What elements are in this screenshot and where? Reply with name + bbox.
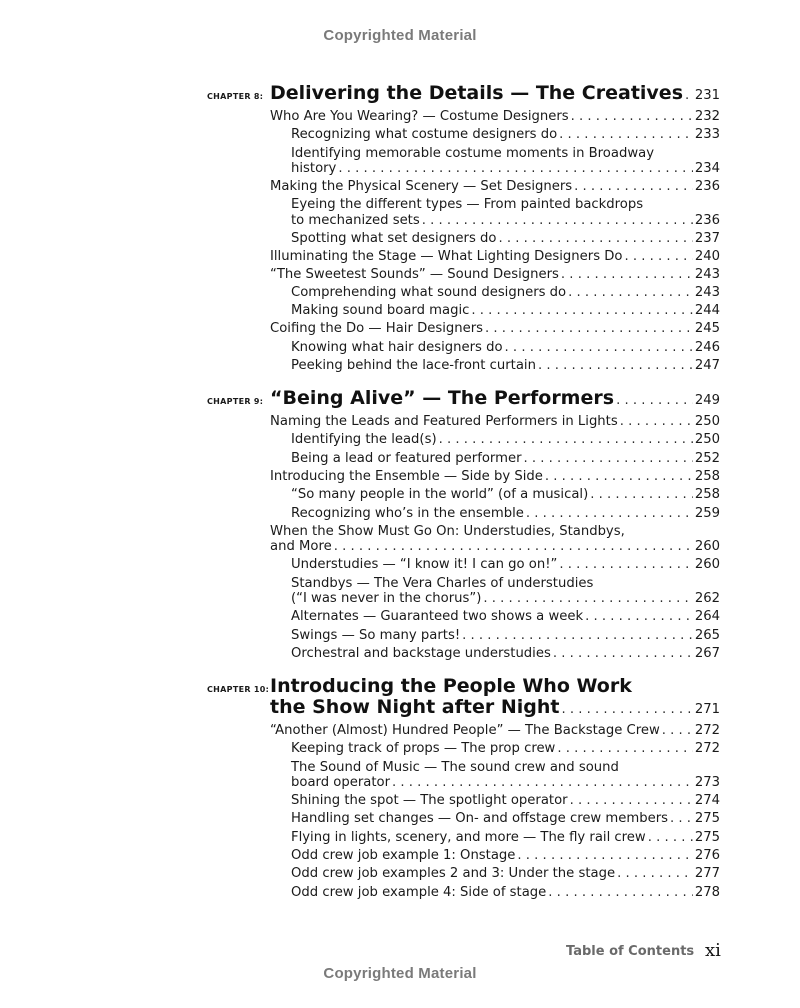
- entry-page: 243: [694, 267, 720, 282]
- toc-entry: [291, 486, 720, 504]
- entry-page: 273: [694, 775, 720, 790]
- toc-entry: [291, 829, 720, 847]
- chapter-9-title: “Being Alive” — The Performers: [270, 387, 615, 409]
- entry-page: 267: [694, 646, 720, 661]
- entry-page: 258: [694, 469, 720, 484]
- entry-page: 245: [694, 321, 720, 336]
- leader-dots: [439, 431, 693, 449]
- toc-entry: [270, 413, 720, 431]
- entry-title: Odd crew job examples 2 and 3: Under the stage: [291, 866, 616, 881]
- toc-entry: [291, 884, 720, 902]
- entry-page: 244: [694, 303, 720, 318]
- entry-page: 258: [694, 487, 720, 502]
- entry-title-cont: (“I was never in the chorus”): [291, 591, 482, 606]
- leader-dots: [561, 702, 692, 717]
- toc-entry: [291, 160, 720, 178]
- toc-entry: [291, 556, 720, 574]
- entry-page: 260: [694, 557, 720, 572]
- entry-title: Orchestral and backstage understudies: [291, 646, 551, 661]
- entry-title: Flying in lights, scenery, and more — The fly rail crew: [291, 830, 646, 845]
- leader-dots: [620, 413, 693, 431]
- chapter-9-heading: [270, 387, 720, 409]
- toc-entry: [291, 431, 720, 449]
- toc-entry: [291, 230, 720, 248]
- entry-page: 233: [694, 127, 720, 142]
- entry-title: Recognizing what costume designers do: [291, 127, 558, 142]
- entry-page: 243: [694, 285, 720, 300]
- entry-title: Shining the spot — The spotlight operator: [291, 793, 568, 808]
- entry-title: Identifying memorable costume moments in Broadway: [291, 146, 655, 161]
- leader-dots: [524, 450, 693, 468]
- entry-page: 252: [694, 451, 720, 466]
- entry-title: “The Sweetest Sounds” — Sound Designers: [270, 267, 559, 282]
- toc-entry: [291, 608, 720, 626]
- toc-entry: [291, 590, 720, 608]
- leader-dots: [505, 339, 693, 357]
- copyright-watermark-bottom: Copyrighted Material: [323, 965, 477, 982]
- entry-title: Knowing what hair designers do: [291, 340, 503, 355]
- leader-dots: [334, 538, 693, 556]
- toc-entry: [291, 357, 720, 375]
- entry-title-cont: to mechanized sets: [291, 213, 420, 228]
- leader-dots: [559, 126, 693, 144]
- leader-dots: [498, 230, 692, 248]
- entry-title: “So many people in the world” (of a musical): [291, 487, 589, 502]
- entry-page: 275: [694, 811, 720, 826]
- toc-entry: [270, 248, 720, 266]
- chapter-8-title: Delivering the Details — The Creatives: [270, 82, 683, 104]
- entry-page: 247: [694, 358, 720, 373]
- toc-entry: [291, 627, 720, 645]
- entry-page: 236: [694, 213, 720, 228]
- leader-dots: [662, 722, 693, 740]
- toc-entry: [291, 284, 720, 302]
- entry-title: Making the Physical Scenery — Set Designers: [270, 179, 573, 194]
- entry-title: Introducing the Ensemble — Side by Side: [270, 469, 543, 484]
- leader-dots: [590, 486, 693, 504]
- toc-entry: [270, 266, 720, 284]
- footer-page-number: xi: [705, 940, 721, 961]
- copyright-watermark-top: Copyrighted Material: [323, 27, 477, 44]
- toc-entry: [270, 178, 720, 196]
- leader-dots: [557, 740, 692, 758]
- toc-entry: [291, 865, 720, 883]
- entry-page: 262: [694, 591, 720, 606]
- toc-entry: [291, 212, 720, 230]
- chapter-10-label: CHAPTER 10:: [207, 685, 270, 694]
- entry-page: 246: [694, 340, 720, 355]
- entry-page: 278: [694, 885, 720, 900]
- entry-page: 276: [694, 848, 720, 863]
- chapter-9-label: CHAPTER 9:: [207, 397, 264, 406]
- leader-dots: [462, 627, 693, 645]
- entry-page: 272: [694, 723, 720, 738]
- entry-page: 264: [694, 609, 720, 624]
- leader-dots: [483, 590, 692, 608]
- toc-entry: [270, 320, 720, 338]
- leader-dots: [559, 556, 693, 574]
- leader-dots: [517, 847, 692, 865]
- entry-title: Odd crew job example 1: Onstage: [291, 848, 516, 863]
- entry-title: Identifying the lead(s): [291, 432, 437, 447]
- leader-dots: [574, 178, 693, 196]
- entry-title: Understudies — “I know it! I can go on!”: [291, 557, 558, 572]
- toc-entry: [291, 505, 720, 523]
- entry-title: Keeping track of props — The prop crew: [291, 741, 556, 756]
- entry-title: Who Are You Wearing? — Costume Designers: [270, 109, 569, 124]
- leader-dots: [585, 608, 693, 626]
- entry-page: 274: [694, 793, 720, 808]
- toc-entry: [270, 468, 720, 486]
- entry-page: 260: [694, 539, 720, 554]
- entry-page: 250: [694, 432, 720, 447]
- toc-entry: [291, 774, 720, 792]
- leader-dots: [422, 212, 693, 230]
- leader-dots: [485, 320, 693, 338]
- toc-entry: [291, 792, 720, 810]
- leader-dots: [648, 829, 693, 847]
- chapter-9-page: 249: [694, 393, 720, 408]
- toc-entry: [291, 126, 720, 144]
- leader-dots: [553, 645, 693, 663]
- entry-title: Spotting what set designers do: [291, 231, 497, 246]
- chapter-8-page: 231: [694, 88, 720, 103]
- entry-title: When the Show Must Go On: Understudies, Standbys,: [270, 524, 625, 539]
- toc-entry: [270, 108, 720, 126]
- entry-title: Standbys — The Vera Charles of understudies: [291, 576, 594, 591]
- leader-dots: [471, 302, 692, 320]
- entry-title: Odd crew job example 4: Side of stage: [291, 885, 547, 900]
- toc-entry: [291, 847, 720, 865]
- leader-dots: [617, 865, 693, 883]
- entry-title: Making sound board magic: [291, 303, 470, 318]
- entry-title-cont: and More: [270, 539, 332, 554]
- toc-entry: [291, 810, 720, 828]
- leader-dots: [538, 357, 693, 375]
- leader-dots: [561, 266, 693, 284]
- toc-entry: [291, 302, 720, 320]
- toc-entry: [291, 645, 720, 663]
- chapter-8-heading: [270, 82, 720, 104]
- chapter-8-label: CHAPTER 8:: [207, 92, 264, 101]
- footer-section-label: Table of Contents: [566, 944, 695, 959]
- entry-page: 259: [694, 506, 720, 521]
- leader-dots: [338, 160, 692, 178]
- entry-title: Peeking behind the lace-front curtain: [291, 358, 536, 373]
- entry-title: Comprehending what sound designers do: [291, 285, 567, 300]
- toc-entry: [270, 538, 720, 556]
- leader-dots: [526, 505, 693, 523]
- entry-title: The Sound of Music — The sound crew and sound: [291, 760, 619, 775]
- entry-page: 277: [694, 866, 720, 881]
- leader-dots: [624, 248, 692, 266]
- toc-entry: [291, 740, 720, 758]
- entry-title-cont: history: [291, 161, 337, 176]
- entry-title: Coifing the Do — Hair Designers: [270, 321, 484, 336]
- entry-page: 232: [694, 109, 720, 124]
- entry-page: 265: [694, 628, 720, 643]
- entry-title: Handling set changes — On- and offstage crew members: [291, 811, 668, 826]
- entry-page: 250: [694, 414, 720, 429]
- entry-page: 240: [694, 249, 720, 264]
- entry-page: 234: [694, 161, 720, 176]
- leader-dots: [616, 393, 693, 408]
- leader-dots: [568, 284, 693, 302]
- entry-title: Naming the Leads and Featured Performers in Lights: [270, 414, 618, 429]
- toc-entry: [270, 722, 720, 740]
- toc-entry: [291, 450, 720, 468]
- toc-entry: [291, 339, 720, 357]
- leader-dots: [570, 792, 693, 810]
- entry-title: Recognizing who’s in the ensemble: [291, 506, 524, 521]
- entry-title-cont: board operator: [291, 775, 390, 790]
- entry-title: Being a lead or featured performer: [291, 451, 522, 466]
- entry-title: Illuminating the Stage — What Lighting Designers Do: [270, 249, 623, 264]
- entry-title: Swings — So many parts!: [291, 628, 461, 643]
- chapter-10-title-cont: the Show Night after Night: [270, 696, 560, 718]
- leader-dots: [392, 774, 693, 792]
- entry-page: 236: [694, 179, 720, 194]
- entry-title: Eyeing the different types — From painted backdrops: [291, 197, 644, 212]
- leader-dots: [545, 468, 693, 486]
- entry-title: “Another (Almost) Hundred People” — The Backstage Crew: [270, 723, 660, 738]
- entry-page: 237: [694, 231, 720, 246]
- leader-dots: [670, 810, 693, 828]
- leader-dots: [571, 108, 693, 126]
- chapter-10-heading: [270, 696, 720, 718]
- leader-dots: [685, 88, 693, 103]
- entry-title: Alternates — Guaranteed two shows a week: [291, 609, 584, 624]
- chapter-10-title: Introducing the People Who Work: [270, 675, 632, 697]
- entry-page: 275: [694, 830, 720, 845]
- entry-page: 272: [694, 741, 720, 756]
- chapter-10-page: 271: [694, 702, 720, 717]
- leader-dots: [548, 884, 693, 902]
